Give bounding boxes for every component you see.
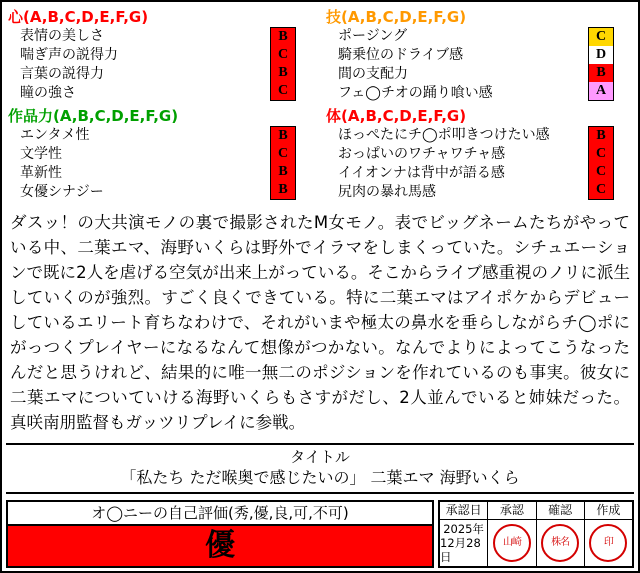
self-evaluation-box xyxy=(6,500,434,568)
rating-block-waza xyxy=(320,6,638,105)
rating-block-title: 技(A,B,C,D,E,F,G) xyxy=(326,8,467,26)
rating-item: 瞳の強さ xyxy=(20,85,76,101)
ratings-section xyxy=(2,2,638,204)
rating-block-title: 作品力(A,B,C,D,E,F,G) xyxy=(8,107,179,125)
rating-item: 間の支配力 xyxy=(338,66,408,82)
approval-header-cell: 作成 xyxy=(585,502,632,520)
grade-cell: B xyxy=(271,64,295,82)
rating-block-karada xyxy=(320,105,638,204)
grade-column xyxy=(588,27,614,101)
grade-cell: A xyxy=(589,82,613,100)
grade-cell: D xyxy=(589,46,613,64)
hanko-seal-icon: 株名 xyxy=(541,524,579,562)
rating-item: ほっぺたにチ◯ポ叩きつけたい感 xyxy=(338,127,550,143)
grade-cell: B xyxy=(271,181,295,199)
rating-item: 表情の美しさ xyxy=(20,28,104,44)
grade-cell: C xyxy=(589,145,613,163)
bottom-section xyxy=(6,500,634,568)
approval-header-cell: 承認 xyxy=(488,502,536,520)
grade-cell: C xyxy=(589,163,613,181)
rating-block-sakuhinryoku xyxy=(2,105,320,204)
rating-item: おっぱいのワチャワチャ感 xyxy=(338,146,506,162)
review-body: ダスッ！の大共演モノの裏で撮影されたM女モノ。表でビッグネームたちがやっている中、二葉エマ、海野いくらは野外でイラマをしまくっていた。シチュエーションで既に2人を虐げる空気が出来上がっている。そこからライブ感重視のノリに派生していくのが強烈。すごく良くできている。特に二葉エマはアイポケからデビューしているエリート育ちなわけで、それがいまや極太の鼻水を垂らしながらチ◯ポにがっつくプレイヤーになるなんて想像がつかない。なんでよりによってこうなったんだと思うけれど、結果的に唯一無二のポジションを作れているのも事実。彼女に二葉エマについていける海野いくらもさすがだし、2人並んでいると姉妹だった。真咲南朋監督もガッツリプレイに参戦。 xyxy=(10,213,630,432)
rating-item: イイオンナは背中が語る感 xyxy=(338,165,505,181)
approval-date-year: 2025年 xyxy=(443,522,485,536)
self-evaluation-value: 優 xyxy=(8,526,432,566)
approval-seal-cell xyxy=(488,520,536,566)
rating-item: フェ◯チオの踊り喰い感 xyxy=(338,85,493,101)
approval-stamp-box xyxy=(438,500,634,568)
grade-cell: B xyxy=(589,64,613,82)
title-section xyxy=(6,443,634,494)
rating-block-kokoro xyxy=(2,6,320,105)
rating-item-list xyxy=(326,126,550,202)
rating-item: エンタメ性 xyxy=(20,127,90,143)
approval-header-cell: 確認 xyxy=(537,502,585,520)
rating-item-list xyxy=(8,27,118,103)
rating-item-list xyxy=(326,27,493,103)
approval-body-row xyxy=(440,520,632,566)
grade-cell: B xyxy=(271,28,295,46)
grade-cell: B xyxy=(589,127,613,145)
hanko-seal-icon: 山崎 xyxy=(493,524,531,562)
grade-cell: C xyxy=(271,46,295,64)
rating-item: 言葉の説得力 xyxy=(20,66,104,82)
grade-column xyxy=(588,126,614,200)
grade-column xyxy=(270,126,296,200)
hanko-seal-icon: 印 xyxy=(589,524,627,562)
grade-cell: C xyxy=(589,28,613,46)
rating-block-title: 体(A,B,C,D,E,F,G) xyxy=(326,107,467,125)
confirm-seal-cell xyxy=(537,520,585,566)
approval-header-cell: 承認日 xyxy=(440,502,488,520)
rating-item: 革新性 xyxy=(20,165,62,181)
rating-block-title: 心(A,B,C,D,E,F,G) xyxy=(8,8,149,26)
rating-item: 文学性 xyxy=(20,146,62,162)
approval-header-row xyxy=(440,502,632,520)
rating-item: 尻肉の暴れ馬感 xyxy=(338,184,436,200)
rating-item: 喘ぎ声の説得力 xyxy=(20,47,118,63)
approval-date-day: 12月28日 xyxy=(440,536,481,564)
approval-date-cell xyxy=(440,520,488,566)
title-label: タイトル xyxy=(290,448,350,466)
rating-item: 女優シナジー xyxy=(20,184,104,200)
self-evaluation-header: オ◯ニーの自己評価(秀,優,良,可,不可) xyxy=(8,502,432,526)
grade-cell: B xyxy=(271,163,295,181)
title-value: 「私たち ただ喉奥で感じたいの」 二葉エマ 海野いくら xyxy=(120,468,520,487)
create-seal-cell xyxy=(585,520,632,566)
grade-cell: C xyxy=(589,181,613,199)
grade-cell: C xyxy=(271,82,295,100)
grade-cell: B xyxy=(271,127,295,145)
grade-cell: C xyxy=(271,145,295,163)
grade-column xyxy=(270,27,296,101)
rating-item-list xyxy=(8,126,104,202)
rating-item: 騎乗位のドライブ感 xyxy=(338,47,464,63)
rating-item: ポージング xyxy=(338,28,408,44)
